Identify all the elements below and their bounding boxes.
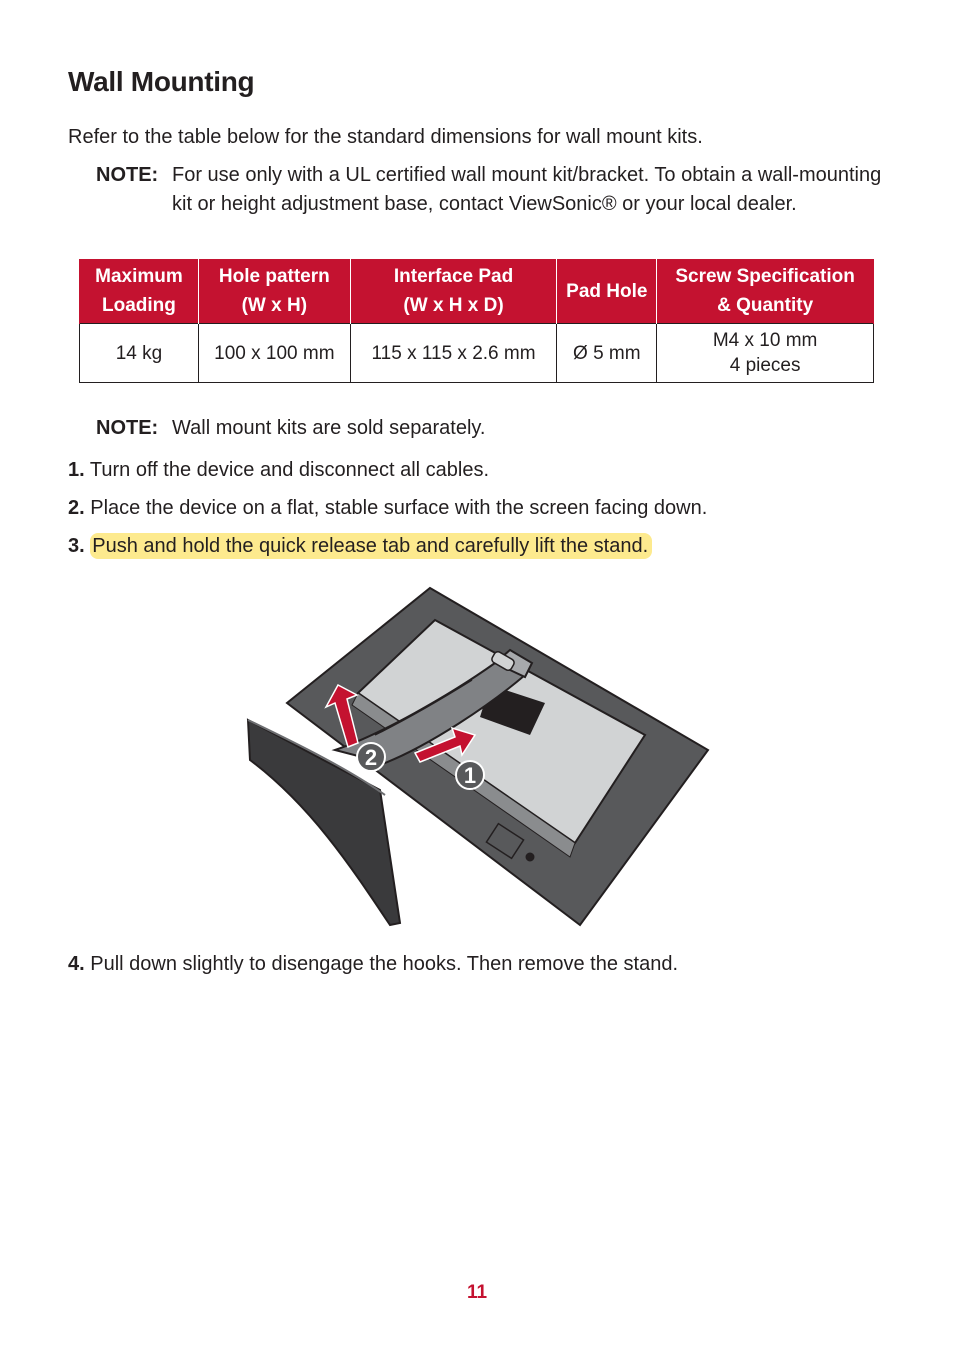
step-4 [68,950,678,979]
step-text: Pull down slightly to disengage the hooks. Then remove the stand. [90,953,679,975]
header-screw-specification: Screw Specification & Quantity [657,259,874,324]
note-text: Wall mount kits are sold separately. [172,417,486,439]
header-pad-hole: Pad Hole [557,259,657,324]
note-ul-certified [96,161,886,219]
step-number: 2. [68,497,85,519]
page-number: 11 [466,1282,488,1303]
cell-hole-pattern: 100 x 100 mm [198,324,350,383]
step-text: Turn off the device and disconnect all cables. [89,459,490,481]
wall-mount-spec-table [79,259,874,383]
step-number: 3. [68,535,85,557]
header-maximum-loading: Maximum Loading [80,259,199,324]
callout-1-label: 1 [463,763,477,788]
table-row [80,324,874,383]
step-number: 4. [68,953,85,975]
step-3 [68,532,652,561]
step-text: Place the device on a flat, stable surface with the screen facing down. [90,497,708,519]
cell-pad-hole: Ø 5 mm [557,324,657,383]
cell-interface-pad: 115 x 115 x 2.6 mm [350,324,557,383]
note-label: NOTE: [96,164,159,186]
page-title: Wall Mounting [68,66,255,97]
step-text-highlighted: Push and hold the quick release tab and carefully lift the stand. [90,533,652,559]
table-header-row [80,259,874,324]
step-2 [68,494,707,523]
note-sold-separately [96,414,886,443]
cell-maximum-loading: 14 kg [80,324,199,383]
step-1 [68,456,489,485]
header-hole-pattern: Hole pattern (W x H) [198,259,350,324]
step-number: 1. [68,459,85,481]
note-text: For use only with a UL certified wall mount kit/bracket. To obtain a wall-mounting kit or height adjustment base, contact ViewSonic® or your local dealer. [172,164,882,215]
header-interface-pad: Interface Pad (W x H x D) [350,259,557,324]
intro-text: Refer to the table below for the standard dimensions for wall mount kits. [68,126,703,148]
stand-removal-illustration [240,585,715,930]
note-label: NOTE: [96,417,159,439]
cell-screw-specification: M4 x 10 mm 4 pieces [657,324,874,383]
callout-2-label: 2 [364,745,378,770]
